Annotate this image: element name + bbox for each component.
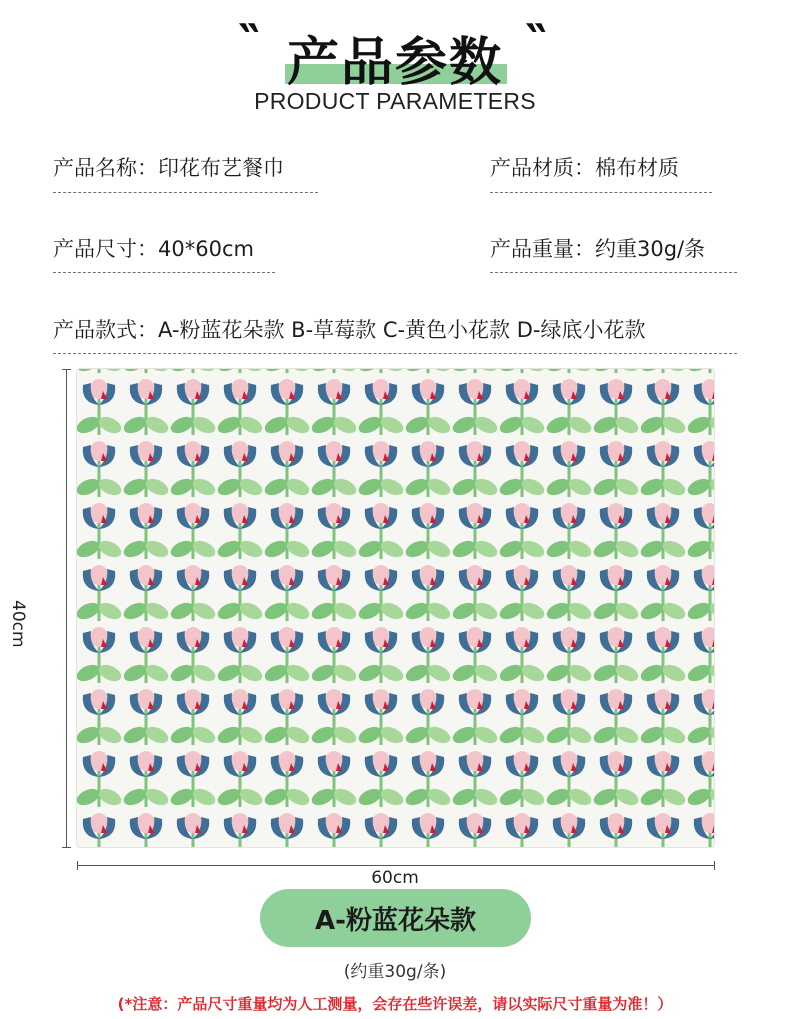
product-image: [77, 369, 714, 847]
param-name: 产品名称：印花布艺餐巾: [53, 156, 284, 180]
param-styles: 产品款式：A-粉蓝花朵款 B-草莓款 C-黄色小花款 D-绿底小花款: [53, 318, 646, 342]
page-subtitle: PRODUCT PARAMETERS: [254, 88, 536, 114]
quote-mark-right: ‶: [525, 14, 547, 70]
height-dimension-line: [66, 369, 67, 847]
divider: [53, 192, 318, 193]
weight-note: (约重30g/条): [343, 962, 447, 982]
height-dimension-cap: [62, 847, 71, 848]
style-badge: A-粉蓝花朵款: [260, 889, 531, 947]
tulip-pattern: [77, 369, 714, 847]
divider: [490, 192, 712, 193]
height-dimension-cap: [62, 369, 71, 370]
param-material: 产品材质：棉布材质: [490, 156, 679, 180]
height-label: 40cm: [8, 600, 28, 648]
page-title: 产品参数: [286, 33, 503, 93]
divider: [490, 272, 737, 273]
divider: [53, 272, 275, 273]
quote-mark-left: ‶: [238, 14, 260, 70]
param-size: 产品尺寸：40*60cm: [53, 237, 254, 261]
measurement-notice: (*注意：产品尺寸重量均为人工测量，会存在些许误差，请以实际尺寸重量为准！）: [117, 995, 673, 1013]
param-weight: 产品重量：约重30g/条: [490, 237, 706, 261]
width-dimension-line: [77, 865, 714, 866]
width-label: 60cm: [371, 868, 419, 888]
divider: [53, 353, 737, 354]
